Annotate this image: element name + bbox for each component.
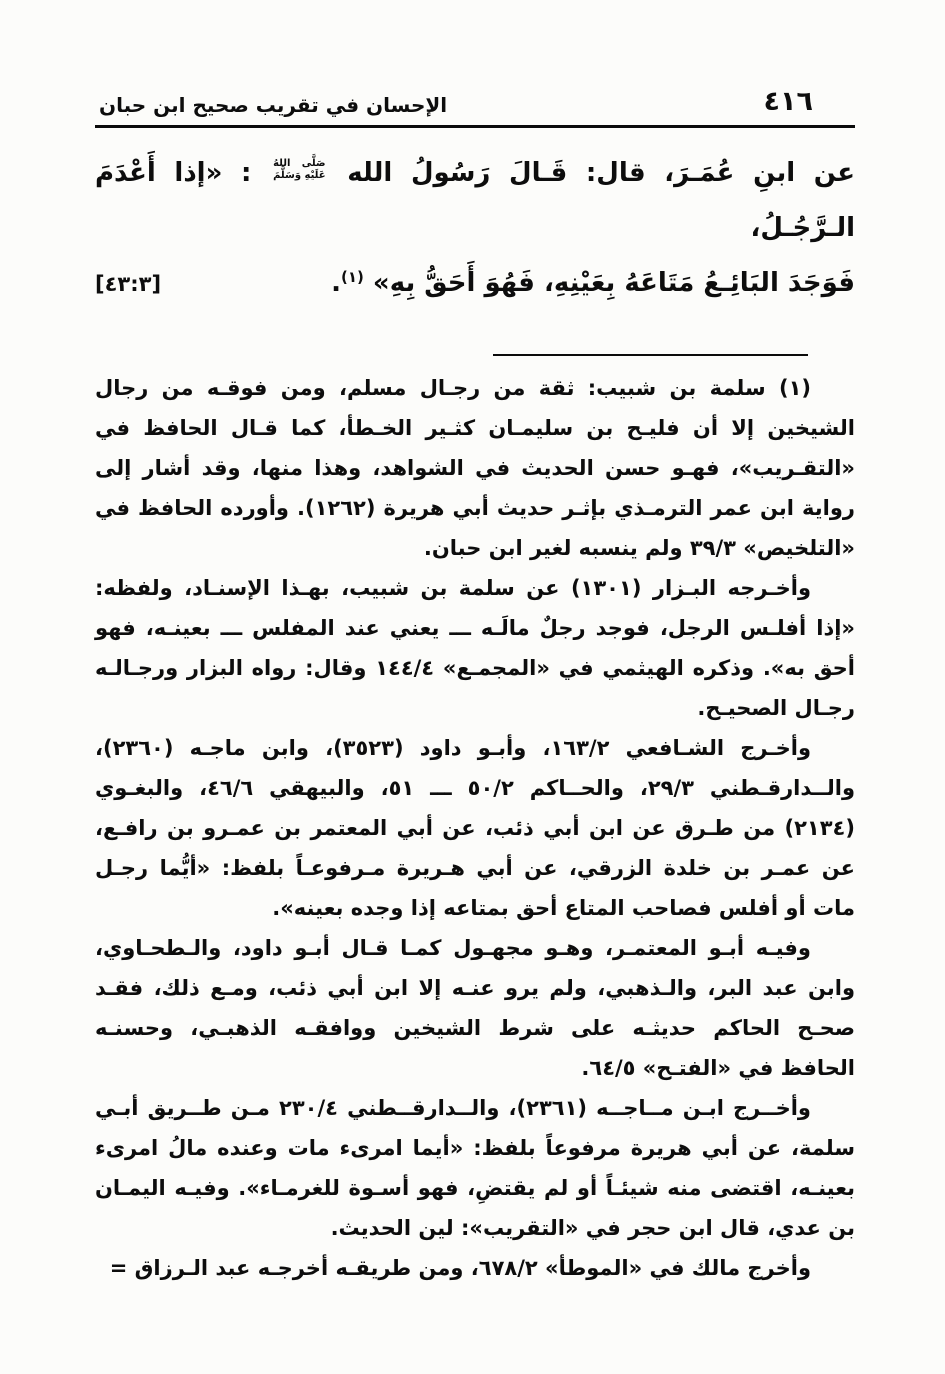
hadith-location-ref: [٤٣:٣] [95,272,162,296]
footnote-paragraph: وأخرج مالك في «الموطأ» ٦٧٨/٢، ومن طريقـه أخرجـه عبد الـرزاق = [109,1256,811,1280]
hadith-text-after-honorific: : «إذا أَعْدَمَ الـرَّجُـلُ، [95,158,855,243]
footnote-paragraph: وأخـرجه البـزار (١٣٠١) عن سلمة بن شبيب، بهـذا الإسنـاد، ولفظه: «إذا أفلـس الرجل، فوجد رجلٌ مالَـه ـــ يعني عند المفلس ـــ بعينـه، فهو أحق به». وذكره الهيثمي في «المجمـع» ١٤٤/٤ وقال: رواه البزار ورجـالـه رجـال الصحيـح. [95,576,855,720]
hadith-line-2-row [95,256,855,312]
page-content [95,0,855,1288]
hadith-line-1 [95,146,855,256]
footnote-paragraph: وأخــرج ابـن مــاجــه (٢٣٦١)، والــدارقــطني ٢٣٠/٤ مـن طــريق أبـي سلمة، عن أبي هريرة مرفوعاً بلفظ: «أيما امرىء مات وعنده مالُ امرىء بعينـه، اقتضى منه شيئـاً أو لم يقتضِ، فهو أسـوة للغرمـاء». وفيـه اليمـان بن عدي، قال ابن حجر في «التقريب»: لين الحديث. [95,1096,855,1240]
hadith-line-2 [331,256,855,311]
hadith-text-line-2: فَوَجَدَ البَائِـعُ مَتَاعَهُ بِعَيْنِهِ، فَهُوَ أَحَقُّ بِهِ» [372,268,855,298]
sentence-end-period: . [331,268,341,298]
book-title: الإحسان في تقريب صحيح ابن حبان [99,93,448,117]
footnote-paragraph: وفيـه أبـو المعتمـر، وهـو مجهـول كمـا قـال أبـو داود، والـطحـاوي، وابن عبد البر، والـذهبي، ولم يرو عنـه إلا ابن أبي ذئب، ومـع ذلك، فقـد صحـح الحاكم حديثـه على شرط الشيخين ووافقـه الذهبـي، وحسنـه الحافظ في «الفتـح» ٦٤/٥. [95,936,855,1080]
footnote-paragraph: وأخـرج الشـافعي ١٦٣/٢، وأبـو داود (٣٥٢٣)، وابن ماجـه (٢٣٦٠)، والــدارقـطني ٢٩/٣، والحــاكم ٥٠/٢ ـــ ٥١، والبيهقي ٤٦/٦، والبغـوي (٢١٣٤) من طـرق عن ابن أبي ذئب، عن أبي المعتمر بن عمـرو بن رافـع، عن عمـر بن خلدة الزرقي، عن أبي هـريرة مـرفوعـاً بلفظ: «أيُّما رجـل مات أو أفلس فصاحب المتاع أحق بمتاعه إذا وجده بعينه». [95,736,856,920]
header-rule [95,125,855,128]
hadith-block [95,146,855,312]
footnote-reference-mark: (١) [340,268,364,286]
running-header [95,0,855,117]
sallallahu-alayhi-wasallam-symbol: صَلَّى اللهُ عَلَيْهِ وَسَلَّمَ [273,158,326,181]
footnote-paragraph: (١) سلمة بن شبيب: ثقة من رجـال مسلم، ومن فوقـه من رجال الشيخين إلا أن فليـح بن سليمـان كثـير الخـطأ، كما قـال الحافظ في «التقـريب»، فهـو حسن الحديث في الشواهد، وهذا منها، وقد أشار إلى رواية ابن عمر الترمـذي بإثـر حديث أبي هريرة (١٢٦٢). وأورده الحافظ في «التلخيص» ٣٩/٣ ولم ينسبه لغير ابن حبان. [95,376,855,560]
footnote-separator-rule [493,354,808,356]
hadith-text-before-honorific: عن ابنِ عُمَـرَ، قال: قَـالَ رَسُولُ الله [347,158,855,188]
page-number: ٤١٦ [763,86,813,117]
footnote-block [95,368,855,1288]
